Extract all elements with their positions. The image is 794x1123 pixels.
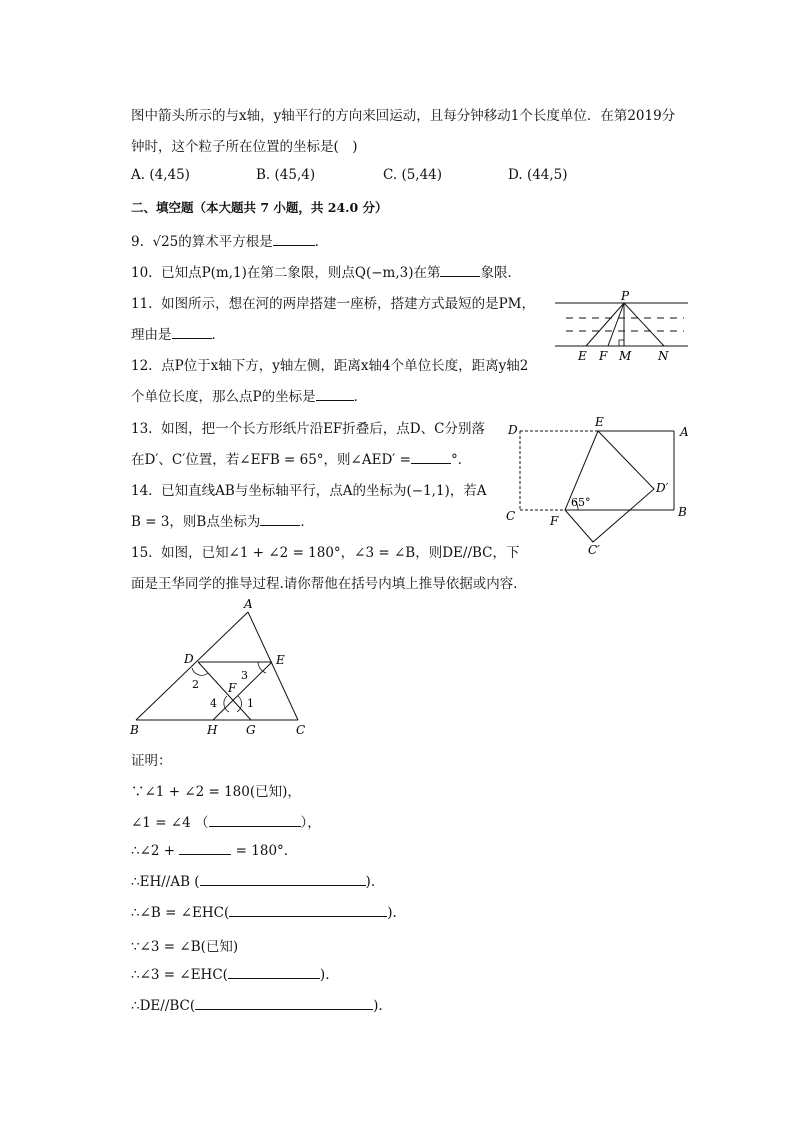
label-e: E (276, 653, 285, 667)
question-14-line-2: B = 3，则B点坐标为 ． (131, 514, 314, 530)
label-m: M (619, 349, 632, 363)
intro-line-1: 图中箭头所示的与x轴，y轴平行的方向来回运动，且每分钟移动1个长度单位．在第2019分 (131, 108, 676, 124)
label-2: 2 (192, 678, 199, 691)
river-bridge-figure (552, 288, 694, 366)
label-e: E (578, 349, 587, 363)
question-13: 13. 如图，把一个长方形纸片沿EF折叠后，点D、C分别落 (131, 421, 485, 437)
label-c: C (296, 723, 306, 737)
label-c: C (506, 509, 516, 523)
answer-blank[interactable] (179, 842, 231, 855)
question-14: 14. 已知直线AB与坐标轴平行，点A的坐标为(−1,1)，若A (131, 483, 487, 499)
proof-step-2: ∠1 = ∠4 （ ）， (131, 815, 321, 831)
label-4: 4 (210, 697, 217, 710)
section-title: 二、填空题（本大题共 7 小题，共 24.0 分） (131, 200, 388, 215)
question-12: 12. 点P位于x轴下方，y轴左侧，距离x轴4个单位长度，距离y轴2 (131, 358, 529, 374)
label-e: E (595, 415, 604, 429)
label-b: B (130, 723, 139, 737)
folded-rectangle-figure (500, 412, 700, 562)
answer-blank[interactable] (273, 233, 315, 246)
intro-line-2: 钟时，这个粒子所在位置的坐标是( ) (131, 139, 358, 155)
label-g: G (246, 723, 256, 737)
answer-blank[interactable] (195, 997, 373, 1010)
answer-blank[interactable] (440, 264, 480, 277)
proof-step-7: ∴∠3 = ∠EHC( ). (131, 967, 330, 983)
answer-blank[interactable] (200, 873, 366, 886)
label-b: B (678, 505, 687, 519)
label-d-prime: D′ (656, 481, 669, 495)
answer-blank[interactable] (411, 451, 451, 464)
label-d: D (508, 423, 518, 437)
question-15: 15. 如图，已知∠1 + ∠2 = 180°，∠3 = ∠B，则DE//BC，下 (131, 545, 520, 561)
proof-step-1: ∵∠1 + ∠2 = 180(已知)， (131, 784, 301, 800)
question-12-line-2: 个单位长度，那么点P的坐标是 ． (131, 389, 368, 405)
proof-step-5: ∴∠B = ∠EHC( ). (131, 905, 397, 921)
label-d: D (184, 652, 194, 666)
question-15-line-2: 面是王华同学的推导过程.请你帮他在括号内填上推导依据或内容． (131, 576, 527, 592)
label-a: A (244, 597, 253, 611)
proof-step-4: ∴EH//AB ( ). (131, 874, 376, 890)
answer-blank[interactable] (209, 814, 301, 827)
label-a: A (680, 425, 689, 439)
option-b: B. (45,4) (256, 167, 316, 183)
label-n: N (658, 349, 669, 363)
label-h: H (207, 723, 218, 737)
question-9: 9. √25的算术平方根是 ． (131, 234, 329, 250)
answer-blank[interactable] (260, 513, 300, 526)
question-11-line-2: 理由是 ． (131, 327, 225, 343)
answer-blank[interactable] (228, 966, 320, 979)
label-p: P (621, 289, 630, 303)
proof-step-3: ∴∠2 + = 180°. (131, 843, 289, 859)
label-c-prime: C′ (588, 543, 600, 557)
label-f: F (550, 514, 559, 528)
option-a: A. (4,45) (131, 167, 190, 183)
label-3: 3 (241, 669, 248, 682)
answer-blank[interactable] (172, 326, 212, 339)
proof-step-8: ∴DE//BC( ). (131, 998, 383, 1014)
label-f: F (228, 681, 237, 695)
triangle-figure (124, 596, 324, 740)
question-11: 11. 如图所示，想在河的两岸搭建一座桥，搭建方式最短的是PM， (131, 296, 535, 312)
answer-blank[interactable] (316, 388, 354, 401)
answer-blank[interactable] (229, 904, 387, 917)
question-10: 10. 已知点P(m,1)在第二象限，则点Q(−m,3)在第 象限． (131, 265, 521, 281)
question-13-line-2: 在D′、C′位置，若∠EFB = 65°，则∠AED′ = °． (131, 452, 472, 468)
label-f: F (599, 349, 608, 363)
option-d: D. (44,5) (508, 167, 568, 183)
proof-step-6: ∵∠3 = ∠B(已知) (131, 939, 239, 955)
label-1: 1 (247, 697, 254, 710)
proof-title: 证明： (131, 753, 172, 769)
angle-label: 65° (571, 496, 591, 509)
option-c: C. (5,44) (383, 167, 443, 183)
